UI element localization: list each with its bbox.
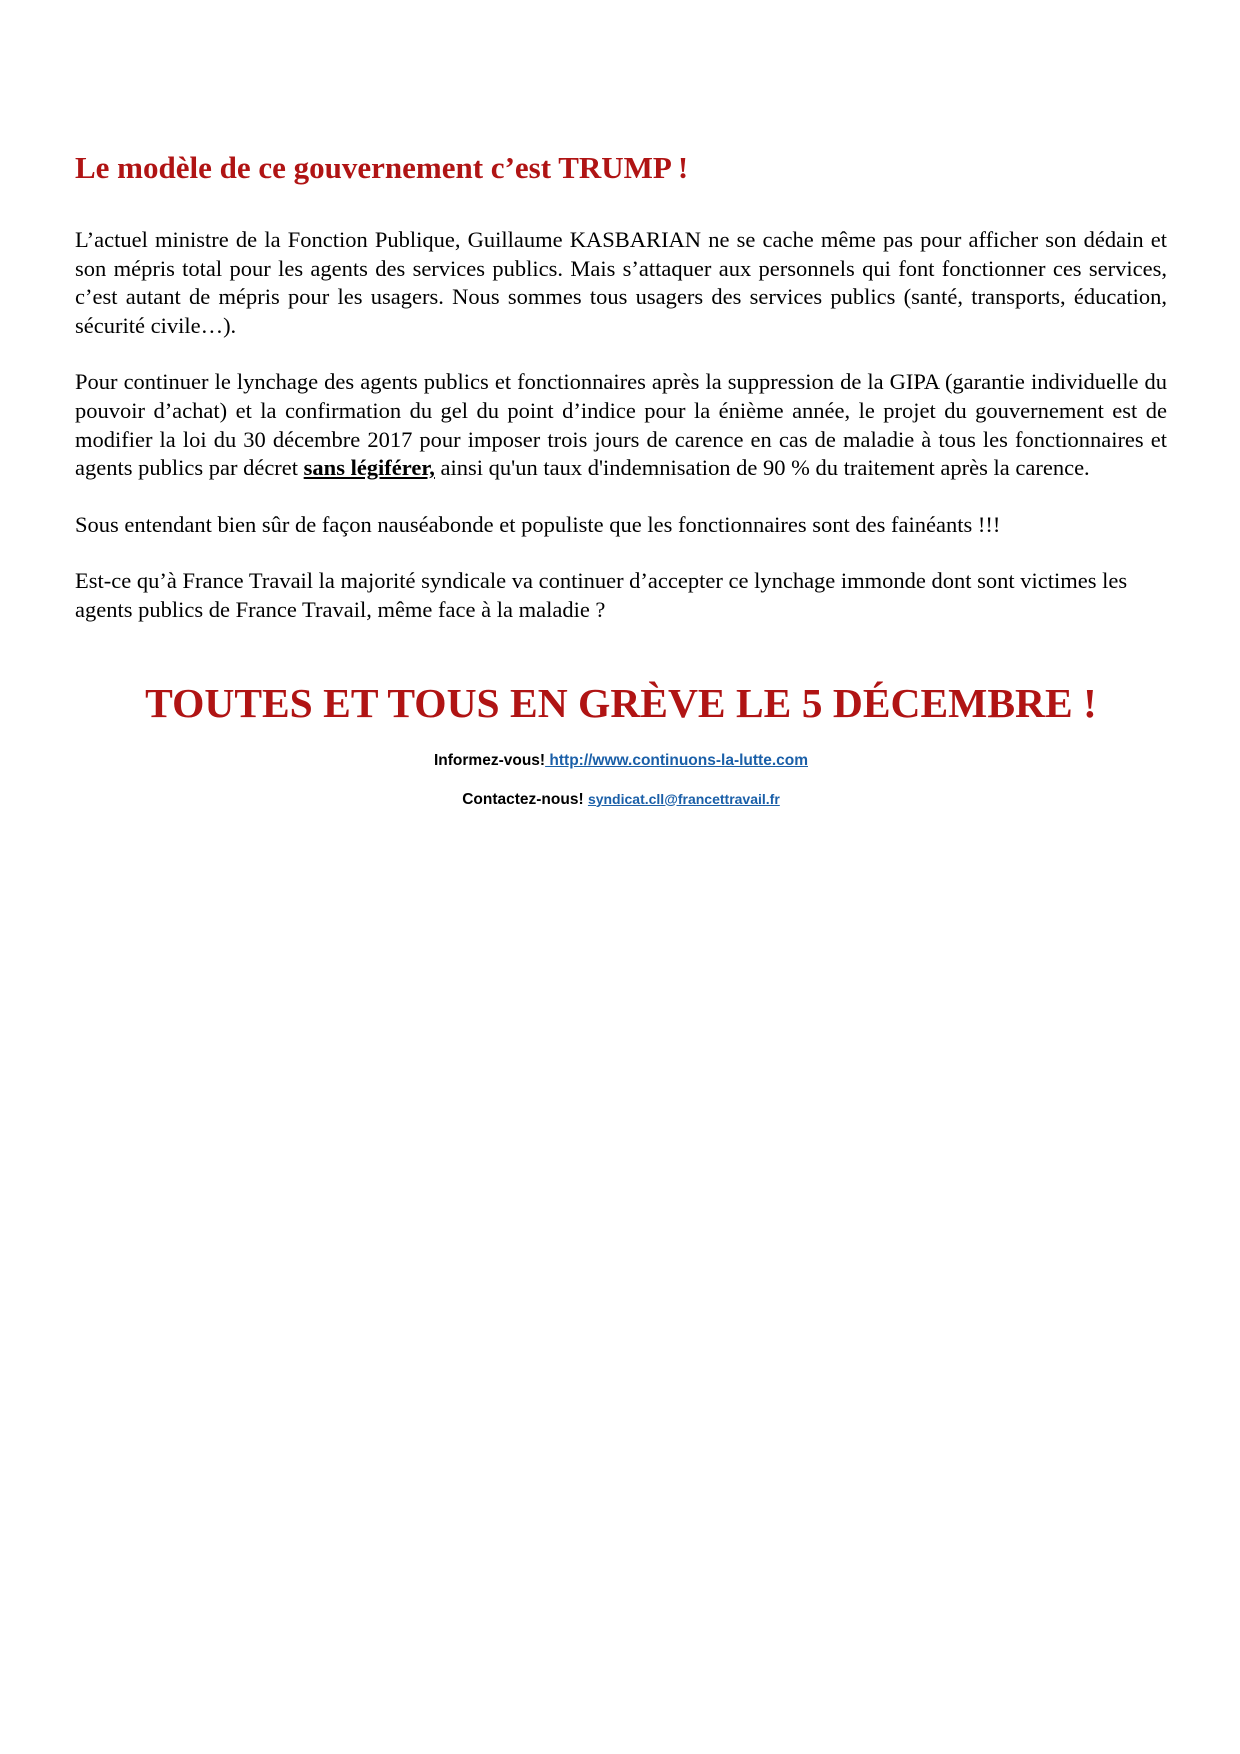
paragraph-gipa xyxy=(75,368,1167,482)
email-link[interactable]: syndicat.cll@francettravail.fr xyxy=(587,790,780,807)
contact-line xyxy=(75,789,1167,810)
paragraph-minister: L’actuel ministre de la Fonction Publique, Guillaume KASBARIAN ne se cache même pas pour afficher son dédain et son mépris total pour les agents des services publics. Mais s’attaquer aux personnels qui font fonctionner ces services, c’est autant de mépris pour les usagers. Nous sommes tous usagers des services publics (santé, transports, éducation, sécurité civile…). xyxy=(75,227,1167,338)
page-title: Le modèle de ce gouvernement c’est TRUMP ! xyxy=(75,150,689,185)
document-content xyxy=(75,150,1167,810)
strike-slogan: TOUTES ET TOUS EN GRÈVE LE 5 DÉCEMBRE ! xyxy=(145,679,1097,726)
paragraph-populiste: Sous entendant bien sûr de façon nauséabonde et populiste que les fonctionnaires sont des fainéants !!! xyxy=(75,511,1001,537)
website-link[interactable]: http://www.continuons-la-lutte.com xyxy=(545,751,808,769)
paragraph-question: Est-ce qu’à France Travail la majorité syndicale va continuer d’accepter ce lynchage immonde dont sont victimes les agents publics de France Travail, même face à la maladie ? xyxy=(75,568,1128,622)
emphasis-sans-legiferer: sans légiférer, xyxy=(303,455,435,481)
info-label: Informez-vous! xyxy=(434,751,546,769)
paragraph-gipa-text-end: ainsi qu'un taux d'indemnisation de 90 % du traitement après la carence. xyxy=(434,455,1090,481)
contact-label: Contactez-nous! xyxy=(462,790,584,808)
info-line xyxy=(75,751,1167,771)
paragraph-gipa-text: Pour continuer le lynchage des agents publics et fonctionnaires après la suppression de la GIPA (garantie individuelle du pouvoir d’achat) et la confirmation du gel du point d’indice pour la énième année, le projet du gouvernement est de modifier la loi du 30 décembre 2017 pour imposer trois jours de carence en cas de maladie à tous les fonctionnaires et agents publics par décret xyxy=(75,369,1167,481)
